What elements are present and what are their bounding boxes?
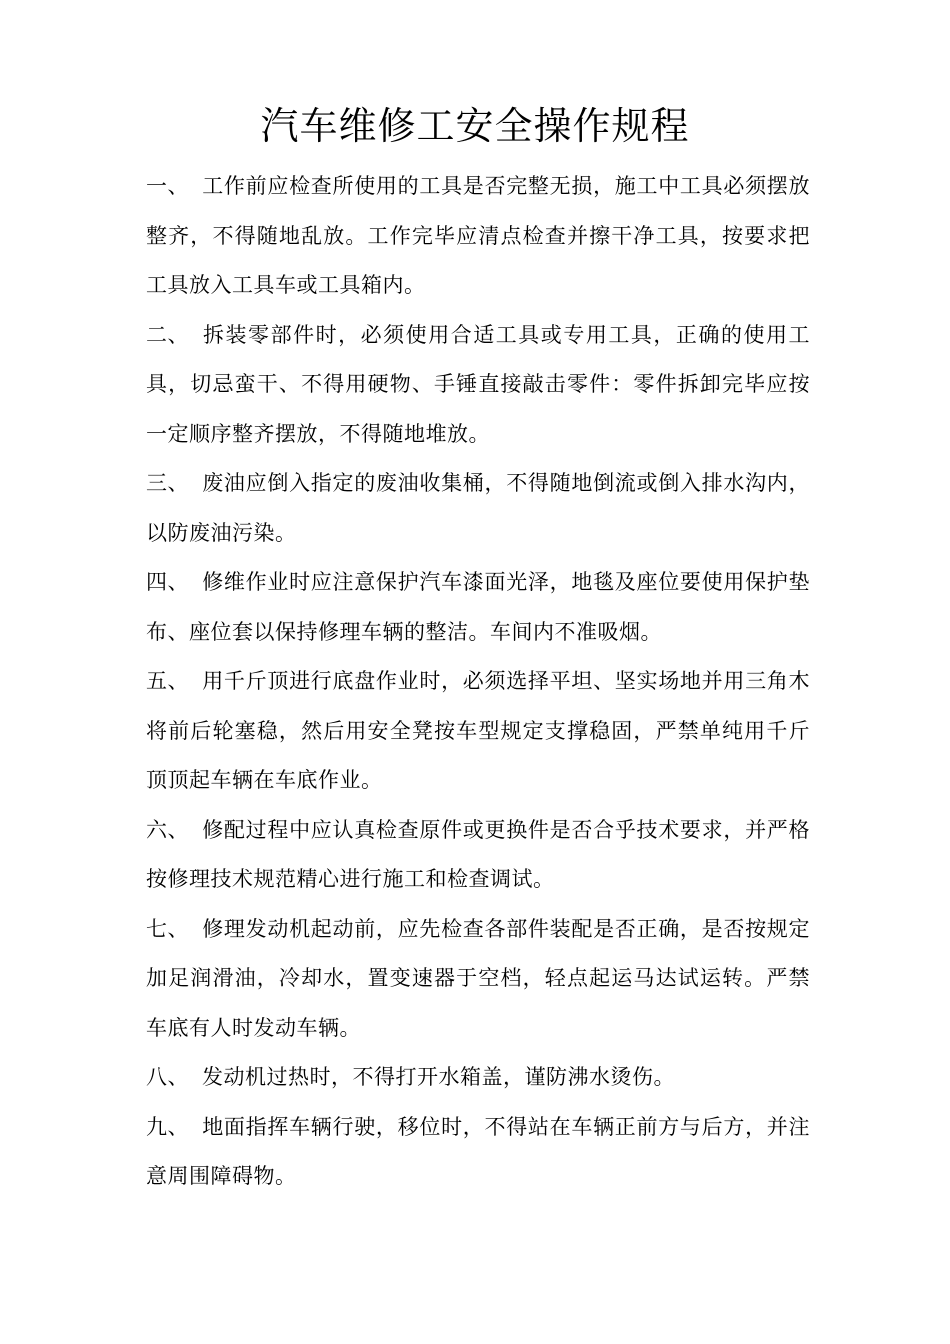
rules-list [146, 162, 810, 1202]
rule-text: 废油应倒入指定的废油收集桶，不得随地倒流或倒入排水沟内，以防废油污染。 [146, 471, 810, 545]
rule-text: 修理发动机起动前，应先检查各部件装配是否正确，是否按规定加足润滑油，冷却水，置变速器于空档，轻点起运马达试运转。严禁车底有人时发动车辆。 [146, 916, 810, 1040]
rule-number: 七、 [146, 916, 189, 941]
rule-text: 修维作业时应注意保护汽车漆面光泽，地毯及座位要使用保护垫布、座位套以保持修理车辆的整洁。车间内不准吸烟。 [146, 570, 810, 644]
rule-text: 用千斤顶进行底盘作业时，必须选择平坦、坚实场地并用三角木将前后轮塞稳，然后用安全凳按车型规定支撑稳固，严禁单纯用千斤顶顶起车辆在车底作业。 [146, 669, 810, 792]
rule-number: 九、 [146, 1114, 189, 1139]
rule-number: 八、 [146, 1065, 189, 1089]
rule-number: 三、 [146, 471, 189, 495]
document-title: 汽车维修工安全操作规程 [260, 104, 690, 148]
rule-text: 拆装零部件时，必须使用合适工具或专用工具，正确的使用工具，切忌蛮干、不得用硬物、手锤直接敲击零件：零件拆卸完毕应按一定顺序整齐摆放，不得随地堆放。 [146, 322, 810, 446]
rule-item-4 [146, 558, 810, 657]
rule-number: 一、 [146, 174, 189, 198]
rule-item-7 [146, 905, 810, 1054]
rule-item-8 [146, 1053, 810, 1103]
rule-number: 六、 [146, 817, 189, 842]
rule-number: 四、 [146, 570, 189, 594]
rule-item-9 [146, 1103, 810, 1202]
rule-text: 发动机过热时，不得打开水箱盖，谨防沸水烫伤。 [202, 1065, 675, 1089]
rule-item-1 [146, 162, 810, 311]
rule-number: 五、 [146, 669, 189, 693]
rule-text: 修配过程中应认真检查原件或更换件是否合乎技术要求，并严格按修理技术规范精心进行施工和检查调试。 [146, 817, 810, 891]
rule-number: 二、 [146, 322, 189, 347]
rule-text: 工作前应检查所使用的工具是否完整无损，施工中工具必须摆放整齐，不得随地乱放。工作完毕应清点检查并擦干净工具，按要求把工具放入工具车或工具箱内。 [146, 174, 810, 297]
rule-text: 地面指挥车辆行驶，移位时，不得站在车辆正前方与后方，并注意周围障碍物。 [146, 1114, 810, 1188]
rule-item-3 [146, 459, 810, 558]
rule-item-2 [146, 311, 810, 460]
rule-item-6 [146, 806, 810, 905]
rule-item-5 [146, 657, 810, 806]
